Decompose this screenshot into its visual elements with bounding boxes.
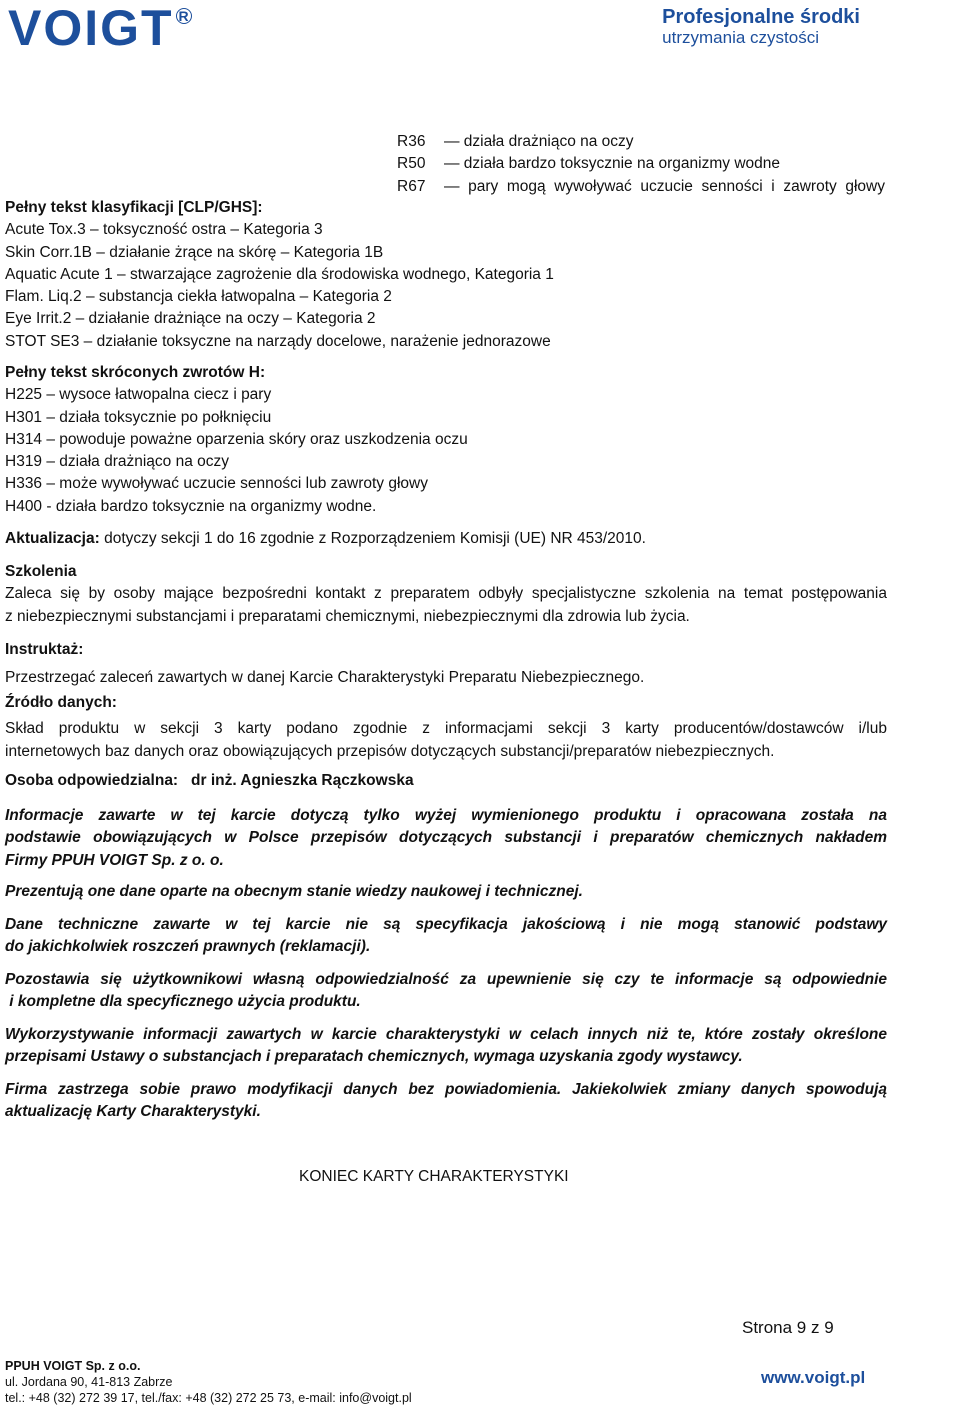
instruction-text: Przestrzegać zaleceń zawartych w danej Karcie Charakterystyki Preparatu Niebezpiecznego. — [5, 669, 645, 687]
h-statement-line: H225 – wysoce łatwopalna ciecz i pary — [5, 386, 272, 404]
disclaimer-paragraph — [5, 881, 887, 903]
r-phrase-item — [397, 153, 885, 175]
classification-line: STOT SE3 – działanie toksyczne na narządy docelowe, narażenie jednorazowe — [5, 332, 551, 350]
logo-wordmark: VOIGT — [8, 0, 174, 56]
disclaimer-paragraph — [5, 969, 887, 1014]
page-number: Strona 9 z 9 — [742, 1318, 834, 1337]
disclaimer-line: przepisami Ustawy o substancjach i preparatach chemicznych, wymaga uzyskania zgody wystawcy. — [5, 1048, 743, 1066]
r-phrases-list — [397, 131, 885, 198]
tagline-light: utrzymania czystości — [662, 28, 819, 47]
classification-line: Flam. Liq.2 – substancja ciekła łatwopalna – Kategoria 2 — [5, 288, 392, 306]
instruction-section — [5, 639, 887, 690]
r-phrase-code: R67 — [397, 177, 426, 195]
disclaimer-line: Firmy PPUH VOIGT Sp. z o. o. — [5, 851, 224, 869]
h-statements-section — [5, 362, 905, 518]
r-phrase-item — [397, 176, 885, 198]
disclaimer-line: Firma zastrzega sobie prawo modyfikacji danych bez powiadomienia. Jakiekolwiek zmiany danych spowodują — [5, 1081, 887, 1098]
update-label: Aktualizacja: — [5, 530, 100, 547]
registered-mark: R — [176, 8, 192, 24]
header-tagline — [662, 6, 860, 48]
training-heading: Szkolenia — [5, 563, 77, 580]
training-section — [5, 561, 887, 628]
responsible-label: Osoba odpowiedzialna: — [5, 772, 179, 789]
classification-line: Aquatic Acute 1 – stwarzające zagrożenie dla środowiska wodnego, Kategoria 1 — [5, 265, 554, 283]
responsible-section — [5, 770, 887, 792]
classification-section — [5, 197, 905, 353]
disclaimer-line: do jakichkolwiek roszczeń prawnych (reklamacji). — [5, 938, 371, 956]
footer-company: PPUH VOIGT Sp. z o.o. — [5, 1359, 141, 1373]
disclaimer-line: Dane techniczne zawarte w tej karcie nie są specyfikacja jakościową i nie mogą stanowić podstawy — [5, 916, 887, 933]
h-statement-line: H314 – powoduje poważne oparzenia skóry oraz uszkodzenia oczu — [5, 430, 468, 448]
disclaimer-line: Wykorzystywanie informacji zawartych w karcie charakterystyki w celach innych niż te, które zostały określone — [5, 1026, 887, 1043]
r-phrase-item — [397, 131, 885, 153]
training-line: Zaleca się by osoby mające bezpośredni kontakt z preparatem odbyły specjalistyczne szkolenia na temat postępowania — [5, 585, 887, 603]
h-statement-line: H336 – może wywoływać uczucie senności lub zawroty głowy — [5, 475, 428, 493]
footer-contact — [5, 1358, 412, 1406]
tagline-bold: Profesjonalne środki — [662, 6, 860, 28]
disclaimer-line: Prezentują one dane oparte na obecnym stanie wiedzy naukowej i technicznej. — [5, 883, 583, 900]
source-line: internetowych baz danych oraz obowiązujących przepisów dotyczących substancji/preparatów niebezpiecznych. — [5, 742, 775, 760]
disclaimer-paragraph — [5, 805, 887, 872]
page-header — [0, 0, 960, 60]
r-phrase-text: — działa bardzo toksycznie na organizmy wodne — [444, 155, 781, 173]
training-line: z niebezpiecznymi substancjami i preparatami chemicznymi, niebezpiecznymi dla zdrowia lub życia. — [5, 607, 690, 625]
classification-heading: Pełny tekst klasyfikacji [CLP/GHS]: — [5, 199, 263, 216]
voigt-logo — [8, 0, 192, 56]
footer-address: ul. Jordana 90, 41-813 Zabrze — [5, 1375, 173, 1389]
h-statement-line: H301 – działa toksycznie po połknięciu — [5, 408, 272, 426]
disclaimer-line: podstawie obowiązujących w Polsce przepisów dotyczących substancji i preparatów chemicznych nakładem — [5, 829, 887, 847]
disclaimer-paragraph — [5, 1024, 887, 1069]
disclaimer-line: Informacje zawarte w tej karcie dotyczą tylko wyżej wymienionego produktu i opracowana została na — [5, 807, 887, 824]
disclaimer-paragraph — [5, 914, 887, 959]
disclaimer-line: i kompletne dla specyficznego użycia produktu. — [5, 993, 361, 1011]
footer-website-link[interactable]: www.voigt.pl — [761, 1368, 866, 1387]
r-phrase-text: — pary mogą wywoływać uczucie senności i zawroty głowy — [444, 177, 885, 195]
footer-phone-email: tel.: +48 (32) 272 39 17, tel./fax: +48 (32) 272 25 73, e-mail: info@voigt.pl — [5, 1391, 412, 1405]
disclaimer-line: Pozostawia się użytkownikowi własną odpowiedzialność za upewnienie się czy te informacje są odpowiednie — [5, 971, 887, 988]
classification-line: Acute Tox.3 – toksyczność ostra – Kategoria 3 — [5, 221, 323, 239]
instruction-heading: Instruktaż: — [5, 641, 84, 658]
classification-line: Skin Corr.1B – działanie żrące na skórę – Kategoria 1B — [5, 243, 384, 261]
update-text: dotyczy sekcji 1 do 16 zgodnie z Rozporządzeniem Komisji (UE) NR 453/2010. — [99, 530, 646, 547]
h-statement-line: H400 - działa bardzo toksycznie na organizmy wodne. — [5, 497, 377, 515]
r-phrase-text: — działa drażniąco na oczy — [444, 133, 634, 150]
source-heading: Źródło danych: — [5, 694, 117, 711]
h-statements-heading: Pełny tekst skróconych zwrotów H: — [5, 364, 266, 381]
update-section — [5, 528, 905, 550]
r-phrase-code: R36 — [397, 133, 426, 150]
end-of-document: KONIEC KARTY CHARAKTERYSTYKI — [299, 1168, 569, 1185]
classification-line: Eye Irrit.2 – działanie drażniące na oczy – Kategoria 2 — [5, 310, 376, 328]
source-section — [5, 692, 887, 763]
disclaimer-line: aktualizację Karty Charakterystyki. — [5, 1103, 261, 1121]
disclaimer-paragraph — [5, 1079, 887, 1124]
source-line: Skład produktu w sekcji 3 karty podano zgodnie z informacjami sekcji 3 karty producentów/dostawców i/lub — [5, 720, 887, 738]
r-phrase-code: R50 — [397, 155, 426, 173]
h-statement-line: H319 – działa drażniąco na oczy — [5, 453, 230, 471]
responsible-name: dr inż. Agnieszka Rączkowska — [191, 772, 414, 789]
